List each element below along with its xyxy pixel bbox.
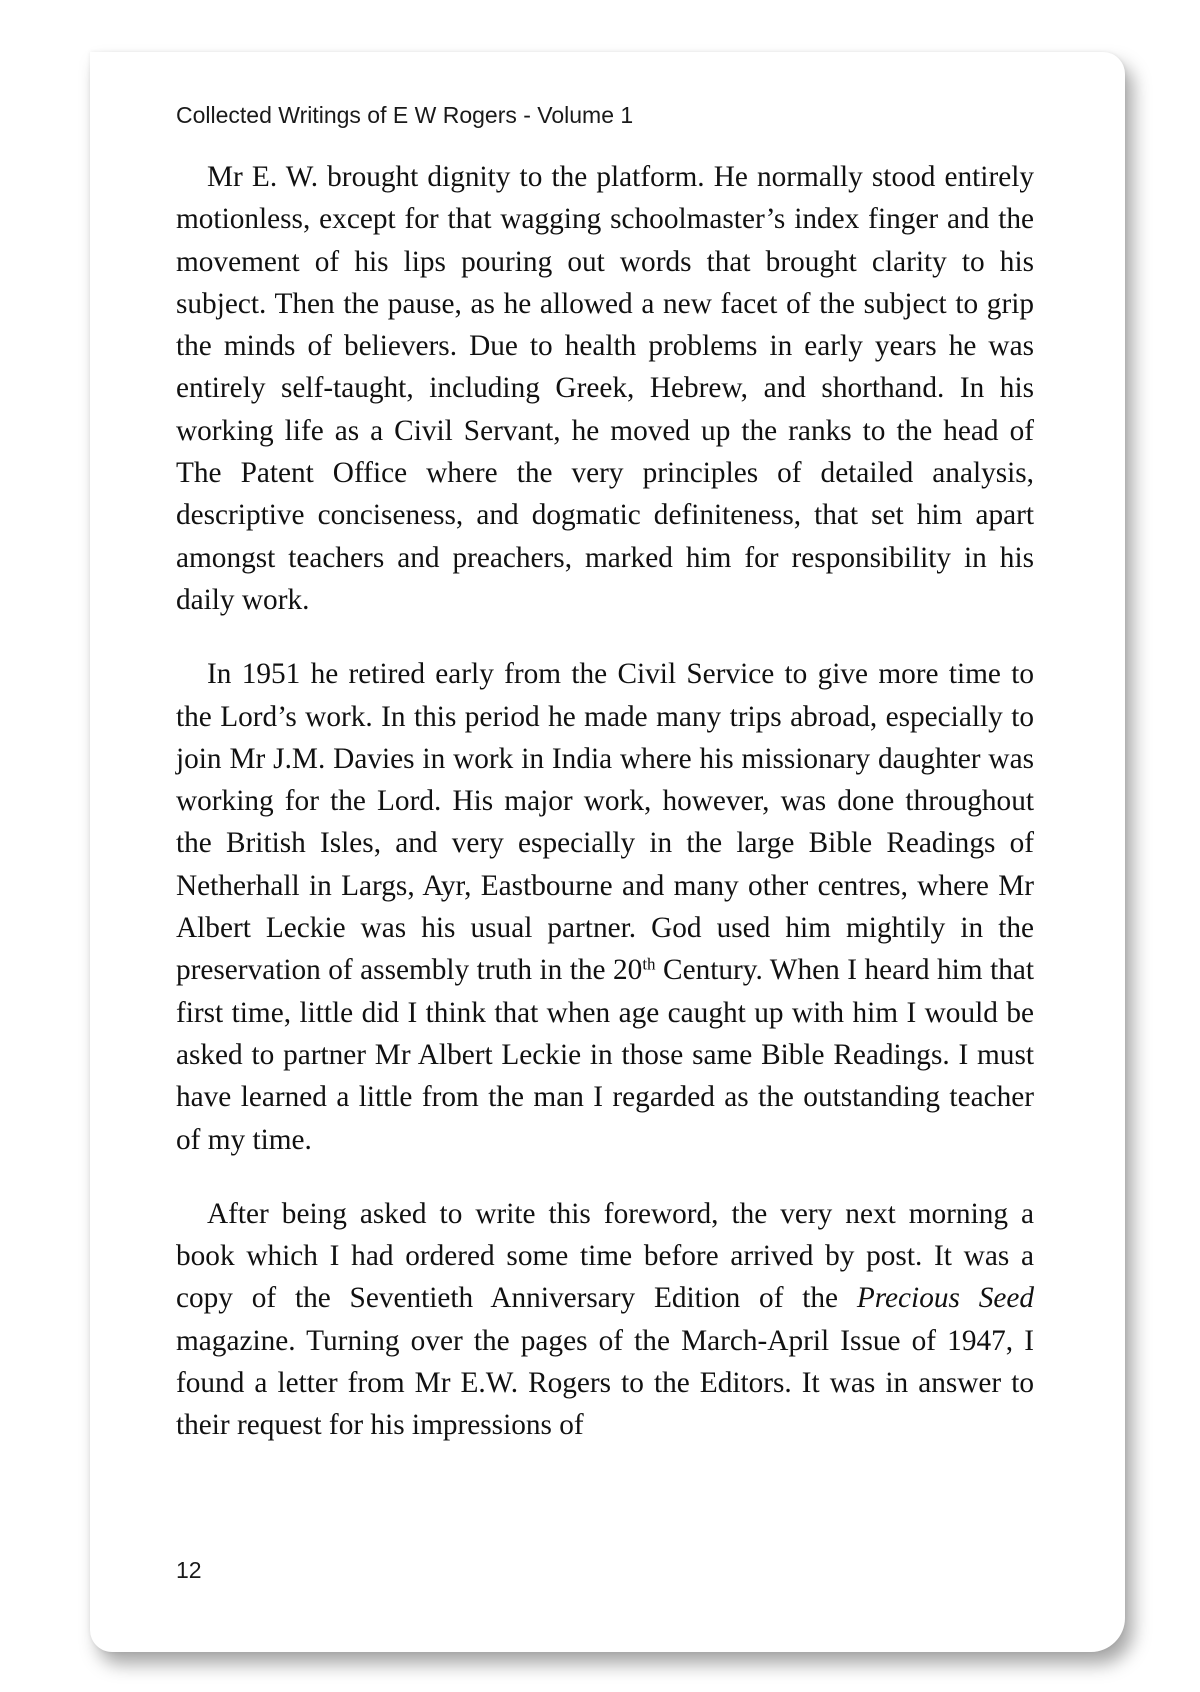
body-text (176, 156, 1034, 1479)
paragraph-2-text-start: In 1951 he retired early from the Civil Service to give more time to the Lord’s work. In this period he made many trips abroad, especially to join Mr J.M. Davies in work in India where his missionary daughter was working for the Lord. His major work, however, was done throughout the British Isles, and very especially in the large Bible Readings of Netherhall in Largs, Ayr, Eastbourne and many other centres, where Mr Albert Leckie was his usual partner. God used him mightily in the preservation of assembly truth in the 20 (176, 658, 1034, 987)
ordinal-superscript: th (642, 955, 656, 974)
magazine-title: Precious Seed (856, 1282, 1034, 1315)
page-number: 12 (176, 1557, 202, 1583)
paragraph-2 (176, 653, 1034, 1161)
paragraph-2-text-end: Century. When I heard him that first time, little did I think that when age caught up with him I would be asked to partner Mr Albert Leckie in those same Bible Readings. I must have learned a little from the man I regarded as the outstanding teacher of my time. (176, 954, 1034, 1156)
paragraph-3-text-end: magazine. Turning over the pages of the March-April Issue of 1947, I found a letter from Mr E.W. Rogers to the Editors. It was in answer to their request for his impressions of (176, 1324, 1034, 1442)
paragraph-3-text-start: After being asked to write this foreword, the very next morning a book which I had ordered some time before arrived by post. It was a copy of the Seventieth Anniversary Edition of the (176, 1197, 1034, 1315)
paragraph-1: Mr E. W. brought dignity to the platform. He normally stood entirely motionless, except for that wagging schoolmaster’s index finger and the movement of his lips pouring out words that brought clarity to his subject. Then the pause, as he allowed a new facet of the subject to grip the minds of believers. Due to health problems in early years he was entirely self-taught, including Greek, Hebrew, and shorthand. In his working life as a Civil Servant, he moved up the ranks to the head of The Patent Office where the very principles of detailed analysis, descriptive conciseness, and dogmatic definiteness, that set him apart amongst teachers and preachers, marked him for responsibility in his daily work. (176, 161, 1034, 616)
running-head: Collected Writings of E W Rogers - Volume 1 (176, 102, 634, 128)
paragraph-3 (176, 1193, 1034, 1447)
